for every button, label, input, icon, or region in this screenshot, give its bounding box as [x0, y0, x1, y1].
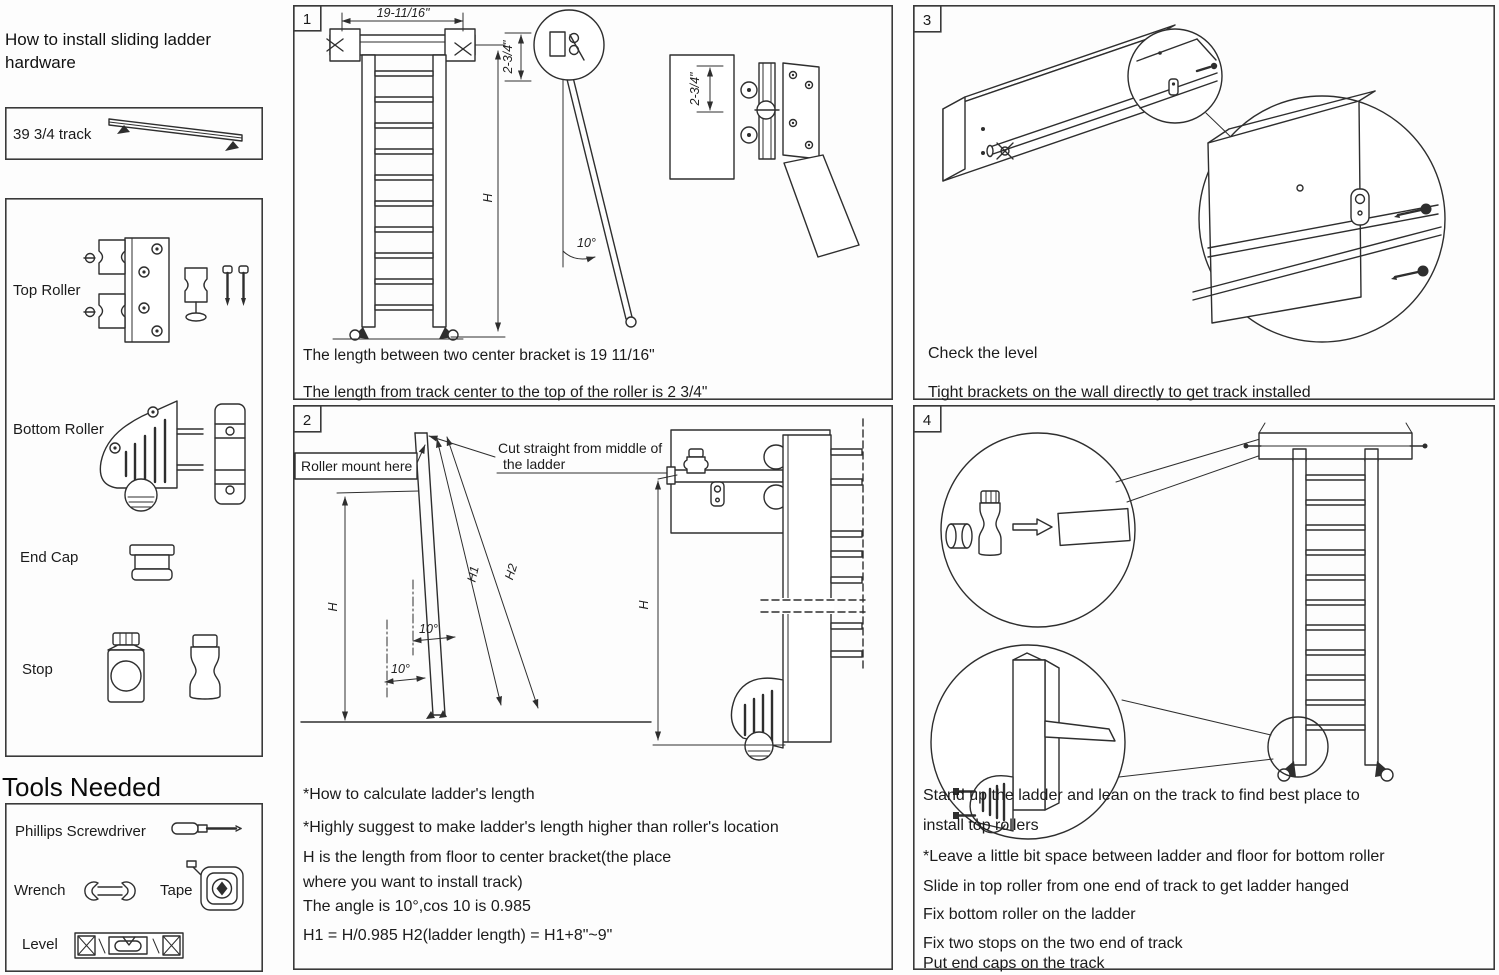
- bottom-roller-icon: [100, 401, 245, 511]
- cut-straight-callout: [429, 436, 669, 473]
- panel2-note-5: The angle is 10°,cos 10 is 0.985: [303, 898, 531, 915]
- dim-h-label: H: [481, 193, 495, 203]
- panel2-note-1: *How to calculate ladder's length: [303, 786, 535, 803]
- panel-number: 1: [302, 11, 312, 28]
- track-parts-box: [5, 107, 263, 160]
- panel-number-badge: [914, 6, 941, 32]
- angle-upper-label: 10°: [419, 622, 438, 636]
- panel2-note-2: *Highly suggest to make ladder's length higher than roller's location: [303, 819, 779, 836]
- height-dimension: [451, 45, 505, 337]
- tools-heading: Tools Needed: [2, 772, 161, 802]
- dim-track-length: 19-11/16": [376, 6, 430, 20]
- panel4-note-3: *Leave a little bit space between ladder and floor for bottom roller: [923, 848, 1385, 865]
- detail-leader-lines: [1116, 439, 1273, 777]
- panel4-note-6: Fix two stops on the two end of track: [923, 935, 1183, 952]
- track-end-detail-circle: [1128, 29, 1222, 123]
- dim-h-left-label: H: [326, 602, 340, 612]
- angle-label: 10°: [577, 236, 596, 250]
- track-icon: [109, 119, 242, 151]
- ladder-side-mount-diagram: [637, 419, 865, 760]
- roller-mount-label: Roller mount here: [301, 458, 413, 474]
- panel4-note-5: Fix bottom roller on the ladder: [923, 906, 1136, 923]
- top-roller-icon: [84, 238, 248, 342]
- wrench-label: Wrench: [14, 882, 66, 899]
- panel-number: 4: [922, 412, 932, 429]
- stop-icon: [108, 633, 220, 702]
- dim-roller-label: 2-3/4": [501, 40, 515, 74]
- cut-label-line1: Cut straight from middle of: [498, 440, 663, 456]
- end-cap-icon: [130, 545, 174, 580]
- bottom-roller-detail-circle: [931, 645, 1125, 839]
- panel-number-badge: [294, 406, 321, 432]
- panel2-note-6: H1 = H/0.985 H2(ladder length) = H1+8"~9": [303, 927, 613, 944]
- panel-number: 3: [922, 12, 932, 29]
- tools-box: [5, 803, 263, 972]
- panel-number: 2: [302, 412, 312, 429]
- panel3-note-1: Check the level: [928, 345, 1038, 362]
- dim-h1-label: H1: [464, 564, 482, 584]
- panel4-note-2: install top rollers: [923, 817, 1039, 834]
- phillips-screwdriver-icon: [172, 823, 241, 834]
- page-title-line2: hardware: [5, 53, 76, 72]
- panel2-note-4: where you want to install track): [303, 874, 523, 891]
- page-title-line1: How to install sliding ladder: [5, 30, 211, 49]
- dim-h2-label: H2: [502, 562, 521, 582]
- ladder-front-view-drawing: [327, 6, 475, 340]
- track-label: 39 3/4 track: [13, 126, 92, 143]
- page-title: [5, 28, 245, 74]
- tape-label: Tape: [160, 882, 193, 899]
- panel1-note-2: The length from track center to the top of the roller is 2 3/4": [303, 384, 708, 401]
- panel3-note-2: Tight brackets on the wall directly to get track installed: [928, 384, 1311, 401]
- level-icon: [75, 933, 183, 958]
- roller-mount-callout: [295, 445, 425, 479]
- cut-label-line2: the ladder: [503, 456, 566, 472]
- hardware-parts-box: [5, 198, 263, 757]
- bottom-roller-label: Bottom Roller: [13, 421, 104, 438]
- tape-measure-icon: [187, 861, 243, 910]
- angle-lower-label: 10°: [391, 662, 410, 676]
- ladder-side-view-drawing: [534, 10, 636, 327]
- dim-h-right-label: H: [637, 600, 651, 610]
- track-to-roller-dimension: [501, 33, 531, 81]
- end-cap-label: End Cap: [20, 549, 79, 566]
- panel-3: [913, 5, 1495, 400]
- panel-2: [293, 405, 893, 970]
- panel2-note-3: H is the length from floor to center bracket(the place: [303, 849, 672, 866]
- wrench-icon: [85, 882, 135, 900]
- hung-ladder-drawing: [1244, 423, 1428, 781]
- panel-4: [913, 405, 1495, 970]
- panel4-note-1: Stand up the ladder and lean on the track to find best place to: [923, 787, 1360, 804]
- panel-number-badge: [914, 406, 941, 432]
- panel-number-badge: [294, 6, 321, 31]
- level-label: Level: [22, 936, 58, 953]
- panel-1: [293, 5, 893, 400]
- detail-dim-label: 2-3/4": [688, 72, 702, 106]
- stop-label: Stop: [22, 661, 53, 678]
- panel1-note-1: The length between two center bracket is 19 11/16": [303, 347, 655, 364]
- top-roller-label: Top Roller: [13, 282, 81, 299]
- phillips-screwdriver-label: Phillips Screwdriver: [15, 823, 146, 840]
- bracket-screw-detail-circle: [1193, 91, 1445, 342]
- panel4-note-7: Put end caps on the track: [923, 955, 1105, 972]
- bracket-detail-drawing: [670, 55, 859, 257]
- panel4-note-4: Slide in top roller from one end of track to get ladder hanged: [923, 878, 1350, 895]
- stop-endcap-detail-circle: [941, 433, 1135, 627]
